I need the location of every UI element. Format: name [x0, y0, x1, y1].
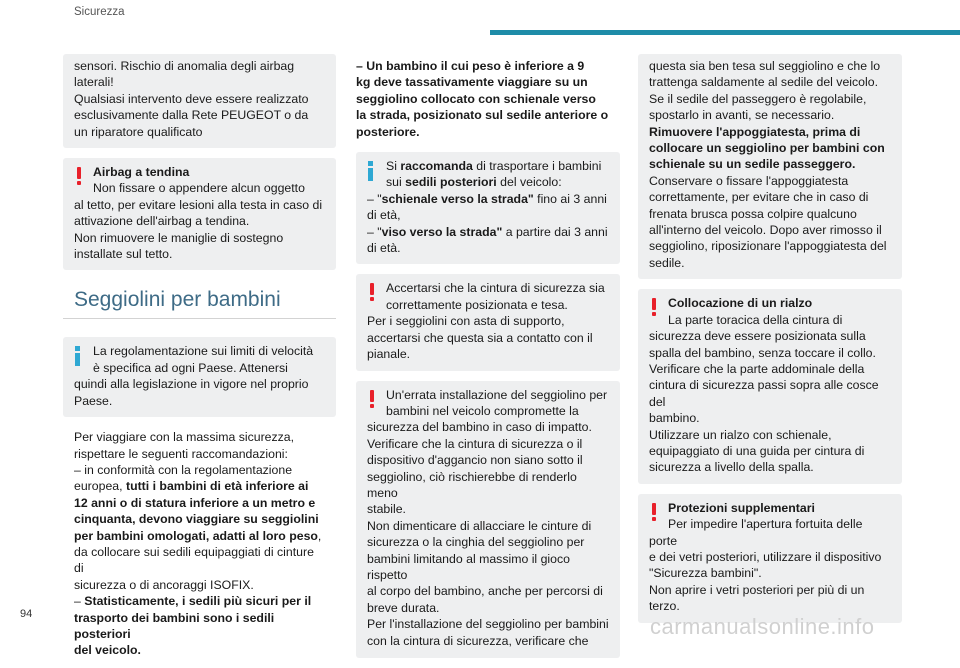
text-line: al corpo del bambino, anche per percorsi di	[367, 584, 603, 599]
text-line: Verificare che la cintura di sicurezza o il	[367, 436, 583, 451]
text-line: Per i seggiolini con asta di supporto,	[367, 314, 565, 329]
text-line: cintura di sicurezza passi sopra alle cosce del	[649, 378, 879, 409]
page-header-title: Sicurezza	[74, 6, 125, 18]
column-2	[356, 58, 620, 668]
text-line: è specifica ad ogni Paese. Attenersi	[93, 360, 288, 375]
warning-icon	[649, 298, 659, 316]
text-line: sicurezza a livello della spalla.	[649, 460, 814, 475]
header-accent-bar	[490, 30, 960, 35]
text-line: seggiolino collocato con schienale verso	[356, 91, 596, 106]
text-line: cinquanta, devono viaggiare su seggiolini	[74, 512, 319, 527]
warning-title: Protezioni supplementari	[668, 500, 815, 515]
text-line: Non rimuovere le maniglie di sostegno	[74, 230, 284, 245]
text-line: Se il sedile del passeggero è regolabile,	[649, 91, 867, 106]
text-line: breve durata.	[367, 600, 440, 615]
text-line: equipaggiato di una guida per cintura di	[649, 443, 865, 458]
text-line: frenata brusca possa colpire qualcuno	[649, 206, 857, 221]
text-line: Non dimenticare di allacciare le cinture di	[367, 518, 592, 533]
text-line: sicurezza o la cinghia del seggiolino per	[367, 535, 585, 550]
text-line: esclusivamente dalla Rete PEUGEOT o da	[74, 108, 309, 123]
text-line: collocare un seggiolino per bambini con	[649, 141, 885, 156]
text-line: spalla del bambino, senza toccare il collo.	[649, 345, 876, 360]
text-line: – in conformità con la regolamentazione	[74, 462, 293, 477]
column-1	[63, 54, 336, 659]
text-line: accertarsi che questa sia a contatto con il	[367, 330, 593, 345]
warning-icon	[74, 167, 84, 185]
text-line: seggiolino, ciò rischierebbe di renderlo meno	[367, 469, 577, 500]
warning-box-curtain-airbag	[63, 158, 336, 270]
text-line: Per impedire l'apertura fortuita delle porte	[649, 517, 863, 548]
text-line: attivazione dell'airbag a tendina.	[74, 214, 250, 229]
text-line: rispettare le seguenti raccomandazioni:	[74, 446, 288, 461]
text-line: sicurezza del bambino in caso di impatto.	[367, 420, 592, 435]
section-title: Seggiolini per bambini	[74, 288, 281, 312]
text-line: di età,	[367, 208, 401, 223]
text-line: sicurezza deve essere posizionata sulla	[649, 329, 866, 344]
text-line: – Statisticamente, i sedili più sicuri per il	[74, 594, 312, 609]
warning-icon	[649, 503, 659, 521]
text-line: Qualsiasi intervento deve essere realizzato	[74, 91, 309, 106]
text-line: Non aprire i vetri posteriori per più di un terzo.	[649, 582, 865, 614]
text-line: un riparatore qualificato	[74, 124, 203, 139]
text-line: al tetto, per evitare lesioni alla testa in caso di	[74, 197, 323, 212]
section-divider	[63, 318, 336, 319]
note-box-headrest	[638, 54, 902, 279]
warning-icon	[367, 390, 377, 408]
text-line: Accertarsi che la cintura di sicurezza sia	[386, 281, 605, 296]
text-line: spostarlo in avanti, se necessario.	[649, 108, 835, 123]
warning-box-installation	[356, 381, 620, 659]
text-line: correttamente posizionata e tesa.	[386, 297, 568, 312]
text-line: la strada, posizionato sul sedile anteriore o	[356, 108, 609, 123]
text-line: da collocare sui sedili equipaggiati di cinture di	[74, 544, 314, 576]
warning-icon	[367, 283, 377, 301]
text-line: La regolamentazione sui limiti di velocità	[93, 344, 314, 359]
text-line: Utilizzare un rialzo con schienale,	[649, 427, 832, 442]
text-line: Rimuovere l'appoggiatesta, prima di	[649, 124, 861, 139]
text-line: bambini limitando al massimo il gioco rispetto	[367, 551, 570, 582]
text-line: "Sicurezza bambini".	[649, 566, 762, 581]
text-line: per bambini omologati, adatti al loro peso,	[74, 528, 322, 543]
text-line: sedile.	[649, 255, 685, 270]
warning-title: Airbag a tendina	[93, 165, 190, 180]
text-line: laterali!	[74, 75, 114, 90]
text-line: 12 anni o di statura inferiore a un metro e	[74, 495, 316, 510]
info-box-rear-seats	[356, 152, 620, 264]
text-line: posteriore.	[356, 124, 420, 139]
text-line: con la cintura di sicurezza, verificare che	[367, 633, 589, 648]
warning-box-booster-seat	[638, 289, 902, 483]
text-line: trattenga saldamente al sedile del veicolo.	[649, 75, 878, 90]
info-box-speed-limits	[63, 337, 336, 417]
text-line: installate sul tetto.	[74, 247, 173, 262]
text-line: kg deve tassativamente viaggiare su un	[356, 75, 588, 90]
warning-box-extra-protection	[638, 494, 902, 623]
text-line: europea, tutti i bambini di età inferiore ai	[74, 479, 309, 494]
text-line: stabile.	[367, 502, 406, 517]
text-line: Paese.	[74, 393, 113, 408]
text-line: Per viaggiare con la massima sicurezza,	[74, 430, 295, 445]
text-line: pianale.	[367, 347, 411, 362]
text-line: Non fissare o appendere alcun oggetto	[93, 181, 305, 196]
watermark: carmanualsonline.info	[650, 614, 875, 639]
page-number: 94	[20, 608, 33, 620]
text-line: sensori. Rischio di anomalia degli airbag	[74, 59, 295, 73]
text-line: – "viso verso la strada" a partire dai 3 anni	[367, 224, 608, 239]
text-line: all'interno del veicolo. Dopo aver rimosso il	[649, 223, 882, 238]
warning-title: Collocazione di un rialzo	[668, 296, 813, 311]
text-line: – Un bambino il cui peso è inferiore a 9	[356, 59, 585, 73]
text-line: bambino.	[649, 411, 700, 426]
text-line: seggiolino, riposizionare l'appoggiatesta del	[649, 239, 887, 254]
note-box-airbag-sensors	[63, 54, 336, 148]
text-line: questa sia ben tesa sul seggiolino e che lo	[649, 59, 881, 73]
text-line: Per l'installazione del seggiolino per bambini	[367, 617, 609, 632]
text-line: correttamente, per evitare che in caso di	[649, 190, 869, 205]
text-line: sicurezza o di ancoraggi ISOFIX.	[74, 577, 254, 592]
text-line: quindi alla legislazione in vigore nel proprio	[74, 377, 309, 392]
warning-box-belt-position	[356, 274, 620, 370]
text-line: del veicolo.	[74, 643, 141, 658]
recommendations-paragraph	[63, 429, 336, 659]
text-line: Conservare o fissare l'appoggiatesta	[649, 173, 849, 188]
intro-paragraph	[356, 58, 620, 140]
column-3	[638, 54, 902, 633]
text-line: schienale su un sedile passeggero.	[649, 157, 856, 172]
text-line: di età.	[367, 241, 401, 256]
info-icon	[74, 346, 82, 366]
text-line: trasporto dei bambini sono i sedili posteriori	[74, 610, 275, 641]
text-line: e dei vetri posteriori, utilizzare il dispositivo	[649, 549, 882, 564]
text-line: La parte toracica della cintura di	[668, 312, 843, 327]
text-line: bambini nel veicolo compromette la	[386, 403, 579, 418]
info-icon	[367, 161, 375, 181]
text-line: Un'errata installazione del seggiolino per	[386, 387, 608, 402]
text-line: sui sedili posteriori del veicolo:	[386, 175, 562, 190]
text-line: Si raccomanda di trasportare i bambini	[386, 159, 602, 174]
text-line: – "schienale verso la strada" fino ai 3 anni	[367, 191, 607, 206]
text-line: dispositivo d'aggancio non siano sotto il	[367, 453, 583, 468]
text-line: Verificare che la parte addominale della	[649, 361, 865, 376]
